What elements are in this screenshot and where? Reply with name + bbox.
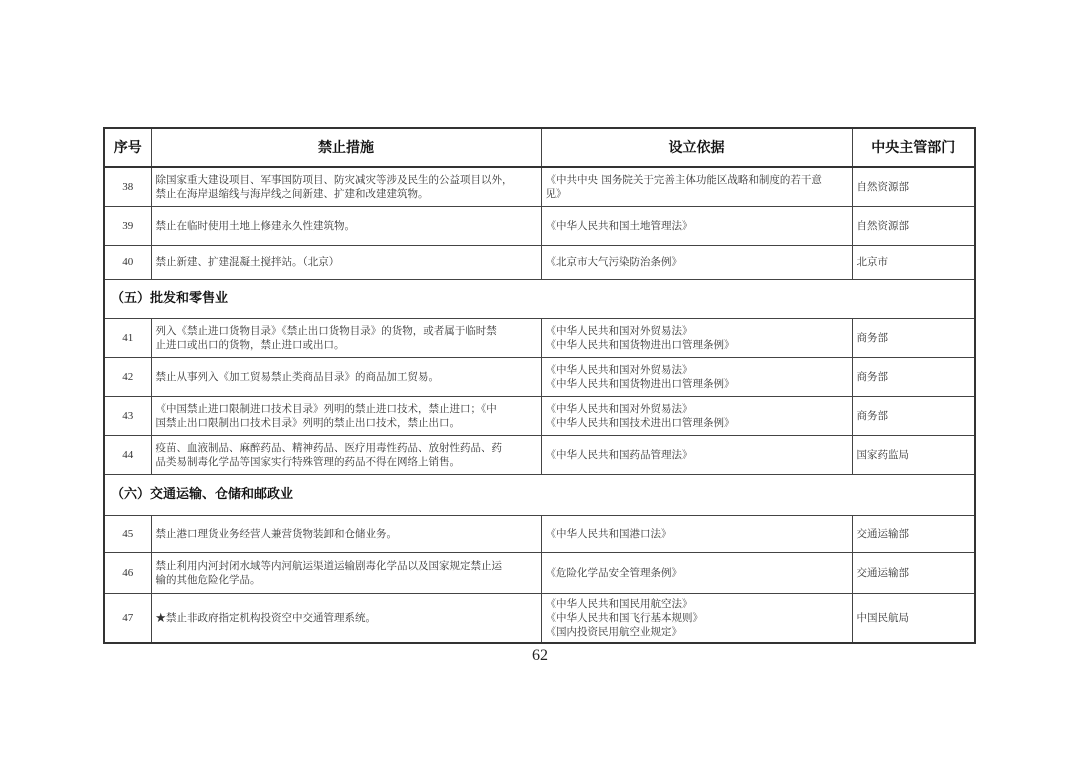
- measure-line: 列入《禁止进口货物目录》《禁止出口货物目录》的货物，或者属于临时禁: [155, 324, 497, 337]
- page-number: 62: [532, 647, 548, 664]
- dept-cell: 中国民航局: [852, 593, 975, 643]
- dept-cell: 商务部: [852, 357, 975, 396]
- row-number: 38: [104, 167, 151, 206]
- row-number: 43: [104, 396, 151, 435]
- dept-cell: 商务部: [852, 318, 975, 357]
- row-number: 42: [104, 357, 151, 396]
- table-row: [104, 593, 975, 643]
- row-number: 47: [104, 593, 151, 643]
- basis-cell: [541, 357, 852, 396]
- basis-cell: [541, 552, 852, 593]
- row-number: 40: [104, 245, 151, 279]
- measure-line: ★禁止非政府指定机构投资空中交通管理系统。: [155, 611, 376, 624]
- row-number: 39: [104, 206, 151, 245]
- measure-cell: [151, 357, 541, 396]
- measure-line: 禁止利用内河封闭水域等内河航运渠道运输剧毒化学品以及国家规定禁止运: [155, 559, 502, 572]
- dept-cell: 商务部: [852, 396, 975, 435]
- dept-cell: 自然资源部: [852, 167, 975, 206]
- basis-cell: [541, 396, 852, 435]
- measure-cell: [151, 167, 541, 206]
- row-number: 45: [104, 515, 151, 552]
- dept-cell: 国家药监局: [852, 435, 975, 474]
- table-row: [104, 206, 975, 245]
- header-measure: 禁止措施: [151, 128, 541, 167]
- measure-cell: [151, 206, 541, 245]
- basis-line: 《国内投资民用航空业规定》: [545, 625, 682, 638]
- basis-cell: [541, 245, 852, 279]
- row-number: 46: [104, 552, 151, 593]
- measure-line: 禁止港口理货业务经营人兼营货物装卸和仓储业务。: [155, 527, 397, 540]
- header-row: [104, 128, 975, 167]
- header-basis: 设立依据: [541, 128, 852, 167]
- dept-cell: 交通运输部: [852, 515, 975, 552]
- basis-line: 见》: [545, 187, 567, 200]
- measure-line: 止进口或出口的货物，禁止进口或出口。: [155, 338, 345, 351]
- basis-line: 《中华人民共和国港口法》: [545, 527, 672, 540]
- measure-cell: [151, 435, 541, 474]
- measure-line: 品类易制毒化学品等国家实行特殊管理的药品不得在网络上销售。: [155, 455, 460, 468]
- table-row: [104, 357, 975, 396]
- table-row: [104, 167, 975, 206]
- measure-line: 国禁止出口限制出口技术目录》列明的禁止出口技术，禁止出口。: [155, 416, 460, 429]
- measure-line: 禁止在临时使用土地上修建永久性建筑物。: [155, 219, 355, 232]
- basis-line: 《危险化学品安全管理条例》: [545, 566, 682, 579]
- basis-line: 《中华人民共和国货物进出口管理条例》: [545, 377, 735, 390]
- measure-line: 输的其他危险化学品。: [155, 573, 261, 586]
- measure-cell: [151, 245, 541, 279]
- table-row: [104, 318, 975, 357]
- measure-line: 禁止在海岸退缩线与海岸线之间新建、扩建和改建建筑物。: [155, 187, 429, 200]
- dept-cell: 自然资源部: [852, 206, 975, 245]
- measure-cell: [151, 515, 541, 552]
- measure-line: 除国家重大建设项目、军事国防项目、防灾减灾等涉及民生的公益项目以外，: [155, 173, 513, 186]
- measure-cell: [151, 552, 541, 593]
- basis-line: 《中华人民共和国药品管理法》: [545, 448, 693, 461]
- row-number: 41: [104, 318, 151, 357]
- basis-cell: [541, 206, 852, 245]
- basis-line: 《中华人民共和国民用航空法》: [545, 597, 693, 610]
- table-row: [104, 552, 975, 593]
- measure-cell: [151, 396, 541, 435]
- basis-line: 《中共中央 国务院关于完善主体功能区战略和制度的若干意: [545, 173, 822, 186]
- dept-cell: 交通运输部: [852, 552, 975, 593]
- basis-line: 《北京市大气污染防治条例》: [545, 256, 682, 268]
- basis-line: 《中华人民共和国飞行基本规则》: [545, 611, 703, 624]
- section-row: [104, 474, 975, 515]
- basis-line: 《中华人民共和国土地管理法》: [545, 219, 693, 232]
- regulation-table: [103, 127, 976, 644]
- basis-line: 《中华人民共和国技术进出口管理条例》: [545, 416, 735, 429]
- basis-line: 《中华人民共和国对外贸易法》: [545, 363, 693, 376]
- basis-cell: [541, 167, 852, 206]
- measure-cell: [151, 593, 541, 643]
- row-number: 44: [104, 435, 151, 474]
- basis-line: 《中华人民共和国对外贸易法》: [545, 324, 693, 337]
- dept-cell: 北京市: [852, 245, 975, 279]
- measure-line: 禁止从事列入《加工贸易禁止类商品目录》的商品加工贸易。: [155, 370, 439, 383]
- measure-line: 疫苗、血液制品、麻醉药品、精神药品、医疗用毒性药品、放射性药品、药: [155, 441, 502, 454]
- header-seq: 序号: [104, 128, 151, 167]
- measure-cell: [151, 318, 541, 357]
- table-body: [104, 128, 975, 643]
- basis-cell: [541, 515, 852, 552]
- header-dept: 中央主管部门: [852, 128, 975, 167]
- section-row: [104, 279, 975, 318]
- table-row: [104, 435, 975, 474]
- table-row: [104, 245, 975, 279]
- measure-line: 《中国禁止进口限制进口技术目录》列明的禁止进口技术，禁止进口；《中: [155, 402, 497, 415]
- table-row: [104, 396, 975, 435]
- section-title: （六）交通运输、仓储和邮政业: [104, 474, 975, 515]
- basis-cell: [541, 318, 852, 357]
- basis-line: 《中华人民共和国货物进出口管理条例》: [545, 338, 735, 351]
- section-title: （五）批发和零售业: [104, 279, 975, 318]
- measure-line: 禁止新建、扩建混凝土搅拌站。（北京）: [155, 256, 340, 268]
- table-row: [104, 515, 975, 552]
- basis-cell: [541, 593, 852, 643]
- basis-cell: [541, 435, 852, 474]
- basis-line: 《中华人民共和国对外贸易法》: [545, 402, 693, 415]
